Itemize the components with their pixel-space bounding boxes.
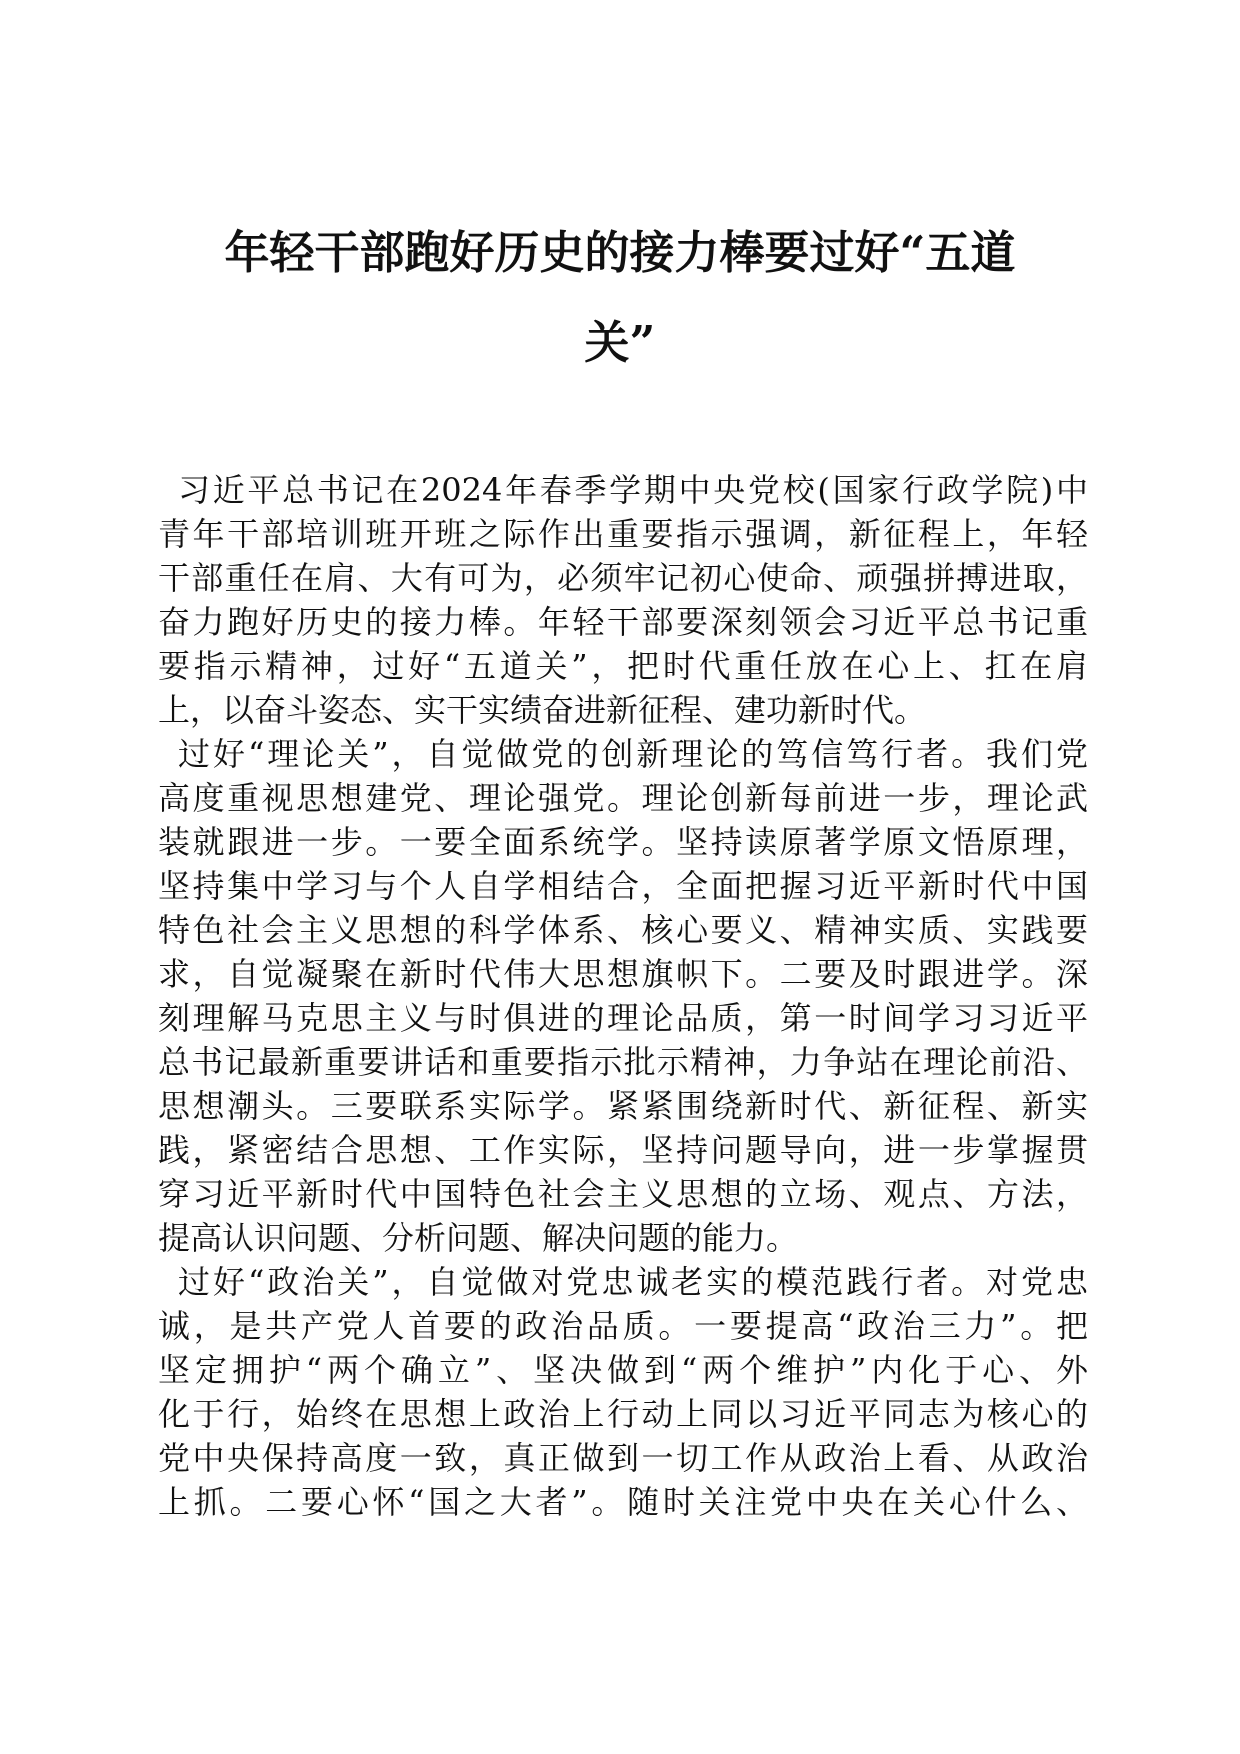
paragraph-theory — [158, 732, 1088, 1260]
text-line: 上抓。二要心怀“国之大者”。随时关注党中央在关心什么、 — [158, 1483, 1088, 1521]
text-line: 过好“理论关”，自觉做党的创新理论的笃信笃行者。我们党 — [178, 735, 1088, 773]
document-body — [158, 468, 1088, 1524]
text-line: 思想潮头。三要联系实际学。紧紧围绕新时代、新征程、新实 — [158, 1087, 1088, 1125]
text-line: 穿习近平新时代中国特色社会主义思想的立场、观点、方法， — [158, 1175, 1088, 1213]
text-line: 装就跟进一步。一要全面系统学。坚持读原著学原文悟原理， — [158, 823, 1088, 861]
text-line: 上，以奋斗姿态、实干实绩奋进新征程、建功新时代。 — [158, 691, 927, 729]
text-line: 过好“政治关”，自觉做对党忠诚老实的模范践行者。对党忠 — [178, 1263, 1088, 1301]
text-line: 总书记最新重要讲话和重要指示批示精神，力争站在理论前沿、 — [158, 1043, 1088, 1081]
text-line: 提高认识问题、分析问题、解决问题的能力。 — [158, 1219, 799, 1257]
text-line: 求，自觉凝聚在新时代伟大思想旗帜下。二要及时跟进学。深 — [158, 955, 1088, 993]
text-line: 干部重任在肩、大有可为，必须牢记初心使命、顽强拼搏进取， — [158, 559, 1088, 597]
text-line: 刻理解马克思主义与时俱进的理论品质，第一时间学习习近平 — [158, 999, 1088, 1037]
text-line: 青年干部培训班开班之际作出重要指示强调，新征程上，年轻 — [158, 515, 1088, 553]
paragraph-politics — [158, 1260, 1088, 1524]
text-line: 践，紧密结合思想、工作实际，坚持问题导向，进一步掌握贯 — [158, 1131, 1088, 1169]
text-line: 特色社会主义思想的科学体系、核心要义、精神实质、实践要 — [158, 911, 1088, 949]
text-line: 党中央保持高度一致，真正做到一切工作从政治上看、从政治 — [158, 1439, 1088, 1477]
title-line: 年轻干部跑好历史的接力棒要过好“五道 — [224, 226, 1016, 279]
text-line: 高度重视思想建党、理论强党。理论创新每前进一步，理论武 — [158, 779, 1088, 817]
text-line: 坚持集中学习与个人自学相结合，全面把握习近平新时代中国 — [158, 867, 1088, 905]
text-line: 奋力跑好历史的接力棒。年轻干部要深刻领会习近平总书记重 — [158, 603, 1088, 641]
text-line: 诚，是共产党人首要的政治品质。一要提高“政治三力”。把 — [158, 1307, 1088, 1345]
text-line: 化于行，始终在思想上政治上行动上同以习近平同志为核心的 — [158, 1395, 1088, 1433]
document-title — [140, 208, 1100, 388]
text-line: 习近平总书记在2024年春季学期中央党校(国家行政学院)中 — [178, 471, 1088, 509]
paragraph-intro — [158, 468, 1088, 732]
text-line: 要指示精神，过好“五道关”，把时代重任放在心上、扛在肩 — [158, 647, 1088, 685]
title-line: 关” — [584, 316, 656, 369]
text-line: 坚定拥护“两个确立”、坚决做到“两个维护”内化于心、外 — [158, 1351, 1088, 1389]
